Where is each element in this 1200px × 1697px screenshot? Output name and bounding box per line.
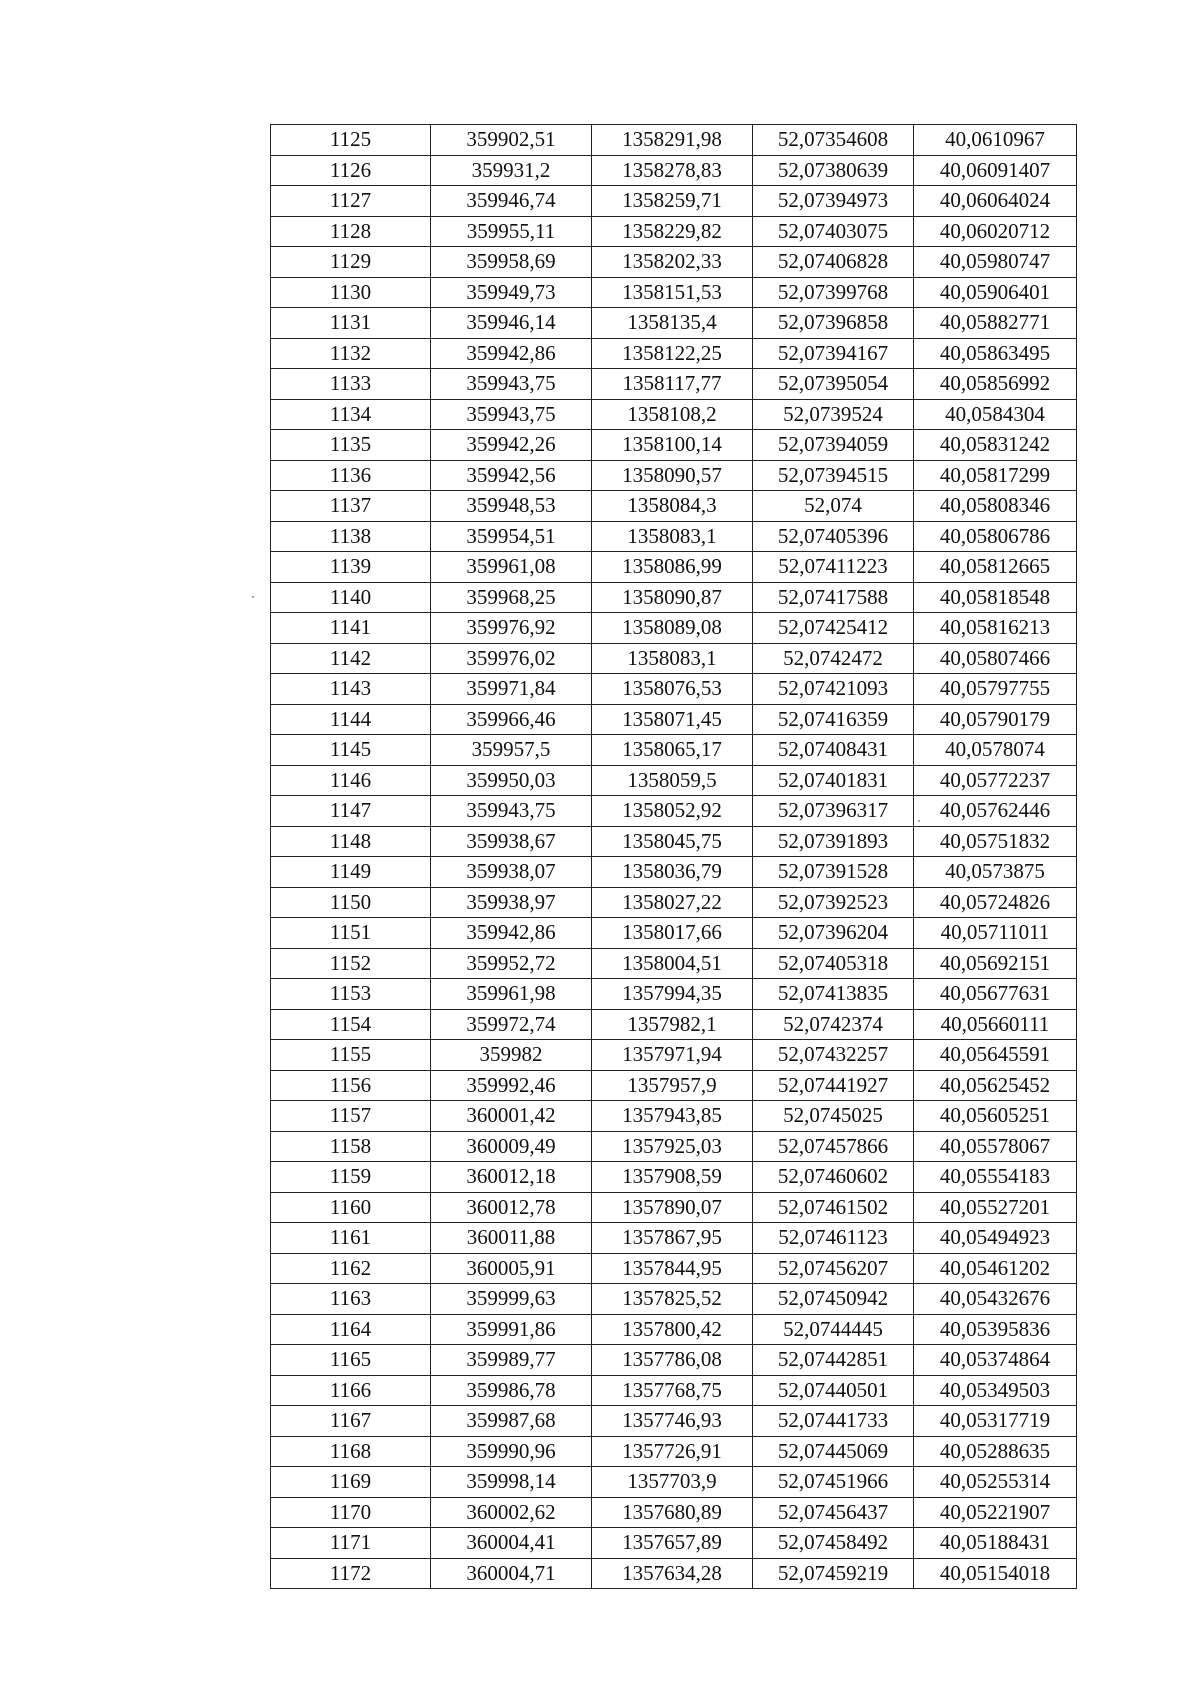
table-row: [271, 582, 1077, 613]
coord-x-cell: 359938,67: [431, 826, 592, 857]
table-row: [271, 1375, 1077, 1406]
coord-x-cell: 359966,46: [431, 704, 592, 735]
coord-y-cell: 1358089,08: [592, 613, 753, 644]
table-row: [271, 1101, 1077, 1132]
latitude-cell: 52,0744445: [753, 1314, 914, 1345]
point-number-cell: 1170: [271, 1497, 431, 1528]
longitude-cell: 40,05724826: [914, 887, 1077, 918]
latitude-cell: 52,07445069: [753, 1436, 914, 1467]
point-number-cell: 1140: [271, 582, 431, 613]
point-number-cell: 1125: [271, 125, 431, 156]
coord-x-cell: 359942,26: [431, 430, 592, 461]
coord-x-cell: 359998,14: [431, 1467, 592, 1498]
longitude-cell: 40,05188431: [914, 1528, 1077, 1559]
table-row: [271, 643, 1077, 674]
table-row: [271, 1192, 1077, 1223]
coord-y-cell: 1358278,83: [592, 155, 753, 186]
latitude-cell: 52,07461502: [753, 1192, 914, 1223]
latitude-cell: 52,07403075: [753, 216, 914, 247]
point-number-cell: 1155: [271, 1040, 431, 1071]
point-number-cell: 1143: [271, 674, 431, 705]
longitude-cell: 40,05856992: [914, 369, 1077, 400]
latitude-cell: 52,07391893: [753, 826, 914, 857]
latitude-cell: 52,0739524: [753, 399, 914, 430]
longitude-cell: 40,05221907: [914, 1497, 1077, 1528]
point-number-cell: 1160: [271, 1192, 431, 1223]
point-number-cell: 1148: [271, 826, 431, 857]
point-number-cell: 1141: [271, 613, 431, 644]
longitude-cell: 40,0584304: [914, 399, 1077, 430]
coord-y-cell: 1358117,77: [592, 369, 753, 400]
table-row: [271, 186, 1077, 217]
coord-x-cell: 359950,03: [431, 765, 592, 796]
latitude-cell: 52,07421093: [753, 674, 914, 705]
coord-x-cell: 360002,62: [431, 1497, 592, 1528]
coord-x-cell: 360011,88: [431, 1223, 592, 1254]
point-number-cell: 1142: [271, 643, 431, 674]
coordinates-table: [270, 124, 1077, 1589]
point-number-cell: 1171: [271, 1528, 431, 1559]
latitude-cell: 52,07405318: [753, 948, 914, 979]
coord-x-cell: 359949,73: [431, 277, 592, 308]
coord-y-cell: 1358004,51: [592, 948, 753, 979]
coord-x-cell: 359942,86: [431, 338, 592, 369]
longitude-cell: 40,05554183: [914, 1162, 1077, 1193]
table-row: [271, 796, 1077, 827]
coord-y-cell: 1358065,17: [592, 735, 753, 766]
coord-x-cell: 360005,91: [431, 1253, 592, 1284]
latitude-cell: 52,07442851: [753, 1345, 914, 1376]
coord-x-cell: 360012,78: [431, 1192, 592, 1223]
point-number-cell: 1133: [271, 369, 431, 400]
coord-y-cell: 1358291,98: [592, 125, 753, 156]
table-row: [271, 1131, 1077, 1162]
point-number-cell: 1167: [271, 1406, 431, 1437]
coord-y-cell: 1357890,07: [592, 1192, 753, 1223]
longitude-cell: 40,05288635: [914, 1436, 1077, 1467]
scan-speck: [252, 596, 254, 598]
table-row: [271, 1284, 1077, 1315]
table-row: [271, 1528, 1077, 1559]
coord-y-cell: 1358090,57: [592, 460, 753, 491]
coord-x-cell: 359954,51: [431, 521, 592, 552]
longitude-cell: 40,05660111: [914, 1009, 1077, 1040]
coord-x-cell: 360012,18: [431, 1162, 592, 1193]
table-row: [271, 979, 1077, 1010]
coord-y-cell: 1357768,75: [592, 1375, 753, 1406]
table-row: [271, 613, 1077, 644]
latitude-cell: 52,07461123: [753, 1223, 914, 1254]
table-row: [271, 1314, 1077, 1345]
coord-x-cell: 359902,51: [431, 125, 592, 156]
coord-x-cell: 359943,75: [431, 796, 592, 827]
latitude-cell: 52,07425412: [753, 613, 914, 644]
coord-x-cell: 359955,11: [431, 216, 592, 247]
coord-x-cell: 359958,69: [431, 247, 592, 278]
point-number-cell: 1130: [271, 277, 431, 308]
point-number-cell: 1139: [271, 552, 431, 583]
coord-x-cell: 359976,02: [431, 643, 592, 674]
longitude-cell: 40,05374864: [914, 1345, 1077, 1376]
latitude-cell: 52,0742472: [753, 643, 914, 674]
table-row: [271, 765, 1077, 796]
coord-y-cell: 1358086,99: [592, 552, 753, 583]
latitude-cell: 52,07459219: [753, 1558, 914, 1589]
coord-x-cell: 359976,92: [431, 613, 592, 644]
table-row: [271, 1162, 1077, 1193]
table-row: [271, 704, 1077, 735]
coord-x-cell: 359943,75: [431, 369, 592, 400]
point-number-cell: 1135: [271, 430, 431, 461]
coord-y-cell: 1358100,14: [592, 430, 753, 461]
longitude-cell: 40,05762446: [914, 796, 1077, 827]
point-number-cell: 1159: [271, 1162, 431, 1193]
coord-y-cell: 1358036,79: [592, 857, 753, 888]
table-row: [271, 1467, 1077, 1498]
latitude-cell: 52,07396317: [753, 796, 914, 827]
coord-y-cell: 1357680,89: [592, 1497, 753, 1528]
latitude-cell: 52,07394167: [753, 338, 914, 369]
longitude-cell: 40,05807466: [914, 643, 1077, 674]
longitude-cell: 40,05772237: [914, 765, 1077, 796]
coord-x-cell: 359931,2: [431, 155, 592, 186]
coord-y-cell: 1358108,2: [592, 399, 753, 430]
point-number-cell: 1152: [271, 948, 431, 979]
coord-y-cell: 1358076,53: [592, 674, 753, 705]
table-row: [271, 125, 1077, 156]
latitude-cell: 52,07456437: [753, 1497, 914, 1528]
coord-x-cell: 360004,41: [431, 1528, 592, 1559]
table-row: [271, 277, 1077, 308]
longitude-cell: 40,05527201: [914, 1192, 1077, 1223]
latitude-cell: 52,07450942: [753, 1284, 914, 1315]
point-number-cell: 1169: [271, 1467, 431, 1498]
longitude-cell: 40,05863495: [914, 338, 1077, 369]
coord-x-cell: 359989,77: [431, 1345, 592, 1376]
coord-y-cell: 1357982,1: [592, 1009, 753, 1040]
table-row: [271, 308, 1077, 339]
point-number-cell: 1153: [271, 979, 431, 1010]
longitude-cell: 40,05395836: [914, 1314, 1077, 1345]
point-number-cell: 1144: [271, 704, 431, 735]
longitude-cell: 40,05831242: [914, 430, 1077, 461]
latitude-cell: 52,07413835: [753, 979, 914, 1010]
latitude-cell: 52,07394059: [753, 430, 914, 461]
point-number-cell: 1147: [271, 796, 431, 827]
longitude-cell: 40,05808346: [914, 491, 1077, 522]
latitude-cell: 52,07396204: [753, 918, 914, 949]
coord-y-cell: 1357634,28: [592, 1558, 753, 1589]
table-row: [271, 460, 1077, 491]
point-number-cell: 1154: [271, 1009, 431, 1040]
longitude-cell: 40,05816213: [914, 613, 1077, 644]
point-number-cell: 1132: [271, 338, 431, 369]
longitude-cell: 40,05432676: [914, 1284, 1077, 1315]
point-number-cell: 1161: [271, 1223, 431, 1254]
longitude-cell: 40,05882771: [914, 308, 1077, 339]
point-number-cell: 1146: [271, 765, 431, 796]
coord-x-cell: 359938,07: [431, 857, 592, 888]
longitude-cell: 40,05645591: [914, 1040, 1077, 1071]
table-row: [271, 1406, 1077, 1437]
coord-y-cell: 1357800,42: [592, 1314, 753, 1345]
coord-x-cell: 359942,86: [431, 918, 592, 949]
coord-x-cell: 359992,46: [431, 1070, 592, 1101]
coord-y-cell: 1357825,52: [592, 1284, 753, 1315]
table-row: [271, 1040, 1077, 1071]
table-row: [271, 887, 1077, 918]
point-number-cell: 1163: [271, 1284, 431, 1315]
longitude-cell: 40,06064024: [914, 186, 1077, 217]
latitude-cell: 52,07411223: [753, 552, 914, 583]
coord-x-cell: 359946,14: [431, 308, 592, 339]
latitude-cell: 52,07391528: [753, 857, 914, 888]
longitude-cell: 40,05711011: [914, 918, 1077, 949]
longitude-cell: 40,05806786: [914, 521, 1077, 552]
longitude-cell: 40,05625452: [914, 1070, 1077, 1101]
coord-x-cell: 359991,86: [431, 1314, 592, 1345]
point-number-cell: 1151: [271, 918, 431, 949]
longitude-cell: 40,05578067: [914, 1131, 1077, 1162]
longitude-cell: 40,05812665: [914, 552, 1077, 583]
longitude-cell: 40,06020712: [914, 216, 1077, 247]
latitude-cell: 52,07458492: [753, 1528, 914, 1559]
latitude-cell: 52,0742374: [753, 1009, 914, 1040]
longitude-cell: 40,05461202: [914, 1253, 1077, 1284]
table-row: [271, 247, 1077, 278]
coord-y-cell: 1358052,92: [592, 796, 753, 827]
point-number-cell: 1162: [271, 1253, 431, 1284]
table-row: [271, 674, 1077, 705]
latitude-cell: 52,07441733: [753, 1406, 914, 1437]
longitude-cell: 40,06091407: [914, 155, 1077, 186]
coord-x-cell: 359938,97: [431, 887, 592, 918]
coord-x-cell: 359943,75: [431, 399, 592, 430]
latitude-cell: 52,07380639: [753, 155, 914, 186]
coord-y-cell: 1357657,89: [592, 1528, 753, 1559]
longitude-cell: 40,0573875: [914, 857, 1077, 888]
coord-y-cell: 1358090,87: [592, 582, 753, 613]
latitude-cell: 52,07457866: [753, 1131, 914, 1162]
coord-x-cell: 359968,25: [431, 582, 592, 613]
table-row: [271, 1497, 1077, 1528]
coord-y-cell: 1357971,94: [592, 1040, 753, 1071]
point-number-cell: 1156: [271, 1070, 431, 1101]
table-row: [271, 491, 1077, 522]
point-number-cell: 1128: [271, 216, 431, 247]
table-row: [271, 369, 1077, 400]
coord-x-cell: 359952,72: [431, 948, 592, 979]
table-row: [271, 399, 1077, 430]
point-number-cell: 1137: [271, 491, 431, 522]
coord-y-cell: 1358084,3: [592, 491, 753, 522]
point-number-cell: 1172: [271, 1558, 431, 1589]
longitude-cell: 40,05818548: [914, 582, 1077, 613]
coord-y-cell: 1357786,08: [592, 1345, 753, 1376]
latitude-cell: 52,07396858: [753, 308, 914, 339]
table-row: [271, 552, 1077, 583]
point-number-cell: 1149: [271, 857, 431, 888]
latitude-cell: 52,07399768: [753, 277, 914, 308]
latitude-cell: 52,07406828: [753, 247, 914, 278]
longitude-cell: 40,05349503: [914, 1375, 1077, 1406]
point-number-cell: 1127: [271, 186, 431, 217]
latitude-cell: 52,07440501: [753, 1375, 914, 1406]
coord-y-cell: 1358071,45: [592, 704, 753, 735]
coord-y-cell: 1357908,59: [592, 1162, 753, 1193]
coord-y-cell: 1357957,9: [592, 1070, 753, 1101]
point-number-cell: 1131: [271, 308, 431, 339]
latitude-cell: 52,07394973: [753, 186, 914, 217]
coord-y-cell: 1358017,66: [592, 918, 753, 949]
coord-y-cell: 1357703,9: [592, 1467, 753, 1498]
coord-y-cell: 1358045,75: [592, 826, 753, 857]
point-number-cell: 1165: [271, 1345, 431, 1376]
table-row: [271, 826, 1077, 857]
longitude-cell: 40,0578074: [914, 735, 1077, 766]
coord-x-cell: 359942,56: [431, 460, 592, 491]
longitude-cell: 40,05692151: [914, 948, 1077, 979]
latitude-cell: 52,07441927: [753, 1070, 914, 1101]
latitude-cell: 52,07432257: [753, 1040, 914, 1071]
table-row: [271, 338, 1077, 369]
latitude-cell: 52,07456207: [753, 1253, 914, 1284]
coord-y-cell: 1358059,5: [592, 765, 753, 796]
coord-y-cell: 1357994,35: [592, 979, 753, 1010]
point-number-cell: 1145: [271, 735, 431, 766]
coord-x-cell: 360001,42: [431, 1101, 592, 1132]
point-number-cell: 1166: [271, 1375, 431, 1406]
table-row: [271, 857, 1077, 888]
table-row: [271, 1009, 1077, 1040]
coord-y-cell: 1357867,95: [592, 1223, 753, 1254]
latitude-cell: 52,07395054: [753, 369, 914, 400]
coord-x-cell: 359999,63: [431, 1284, 592, 1315]
table-row: [271, 918, 1077, 949]
latitude-cell: 52,07394515: [753, 460, 914, 491]
coord-y-cell: 1357726,91: [592, 1436, 753, 1467]
table-row: [271, 1558, 1077, 1589]
coord-y-cell: 1357844,95: [592, 1253, 753, 1284]
coord-y-cell: 1358083,1: [592, 643, 753, 674]
coord-x-cell: 359946,74: [431, 186, 592, 217]
coord-y-cell: 1358027,22: [592, 887, 753, 918]
point-number-cell: 1134: [271, 399, 431, 430]
table-row: [271, 735, 1077, 766]
coord-x-cell: 359982: [431, 1040, 592, 1071]
point-number-cell: 1168: [271, 1436, 431, 1467]
longitude-cell: 40,05317719: [914, 1406, 1077, 1437]
coord-x-cell: 359972,74: [431, 1009, 592, 1040]
coord-x-cell: 359961,08: [431, 552, 592, 583]
longitude-cell: 40,05790179: [914, 704, 1077, 735]
table-row: [271, 948, 1077, 979]
point-number-cell: 1136: [271, 460, 431, 491]
coord-y-cell: 1358135,4: [592, 308, 753, 339]
longitude-cell: 40,05817299: [914, 460, 1077, 491]
longitude-cell: 40,05605251: [914, 1101, 1077, 1132]
coord-x-cell: 359957,5: [431, 735, 592, 766]
coord-x-cell: 359961,98: [431, 979, 592, 1010]
longitude-cell: 40,05255314: [914, 1467, 1077, 1498]
latitude-cell: 52,07408431: [753, 735, 914, 766]
table-row: [271, 216, 1077, 247]
table-row: [271, 1070, 1077, 1101]
coord-y-cell: 1357925,03: [592, 1131, 753, 1162]
latitude-cell: 52,074: [753, 491, 914, 522]
coord-y-cell: 1358151,53: [592, 277, 753, 308]
point-number-cell: 1126: [271, 155, 431, 186]
point-number-cell: 1157: [271, 1101, 431, 1132]
longitude-cell: 40,05677631: [914, 979, 1077, 1010]
latitude-cell: 52,0745025: [753, 1101, 914, 1132]
table-row: [271, 1253, 1077, 1284]
point-number-cell: 1150: [271, 887, 431, 918]
scan-speck: [918, 820, 920, 822]
latitude-cell: 52,07392523: [753, 887, 914, 918]
coordinates-table-body: [271, 125, 1077, 1589]
longitude-cell: 40,0610967: [914, 125, 1077, 156]
point-number-cell: 1138: [271, 521, 431, 552]
table-row: [271, 1345, 1077, 1376]
coord-y-cell: 1358083,1: [592, 521, 753, 552]
latitude-cell: 52,07451966: [753, 1467, 914, 1498]
longitude-cell: 40,05494923: [914, 1223, 1077, 1254]
coord-x-cell: 359987,68: [431, 1406, 592, 1437]
table-row: [271, 521, 1077, 552]
latitude-cell: 52,07354608: [753, 125, 914, 156]
point-number-cell: 1129: [271, 247, 431, 278]
coord-x-cell: 359948,53: [431, 491, 592, 522]
longitude-cell: 40,05906401: [914, 277, 1077, 308]
latitude-cell: 52,07416359: [753, 704, 914, 735]
coord-y-cell: 1357746,93: [592, 1406, 753, 1437]
longitude-cell: 40,05154018: [914, 1558, 1077, 1589]
coord-x-cell: 359971,84: [431, 674, 592, 705]
latitude-cell: 52,07405396: [753, 521, 914, 552]
latitude-cell: 52,07417588: [753, 582, 914, 613]
longitude-cell: 40,05797755: [914, 674, 1077, 705]
coord-y-cell: 1358122,25: [592, 338, 753, 369]
coord-x-cell: 360004,71: [431, 1558, 592, 1589]
coord-x-cell: 359990,96: [431, 1436, 592, 1467]
coord-y-cell: 1357943,85: [592, 1101, 753, 1132]
table-row: [271, 155, 1077, 186]
latitude-cell: 52,07401831: [753, 765, 914, 796]
table-row: [271, 1436, 1077, 1467]
coord-y-cell: 1358229,82: [592, 216, 753, 247]
latitude-cell: 52,07460602: [753, 1162, 914, 1193]
coord-y-cell: 1358259,71: [592, 186, 753, 217]
table-row: [271, 430, 1077, 461]
coord-x-cell: 359986,78: [431, 1375, 592, 1406]
longitude-cell: 40,05980747: [914, 247, 1077, 278]
table-row: [271, 1223, 1077, 1254]
longitude-cell: 40,05751832: [914, 826, 1077, 857]
coord-x-cell: 360009,49: [431, 1131, 592, 1162]
point-number-cell: 1158: [271, 1131, 431, 1162]
point-number-cell: 1164: [271, 1314, 431, 1345]
coord-y-cell: 1358202,33: [592, 247, 753, 278]
